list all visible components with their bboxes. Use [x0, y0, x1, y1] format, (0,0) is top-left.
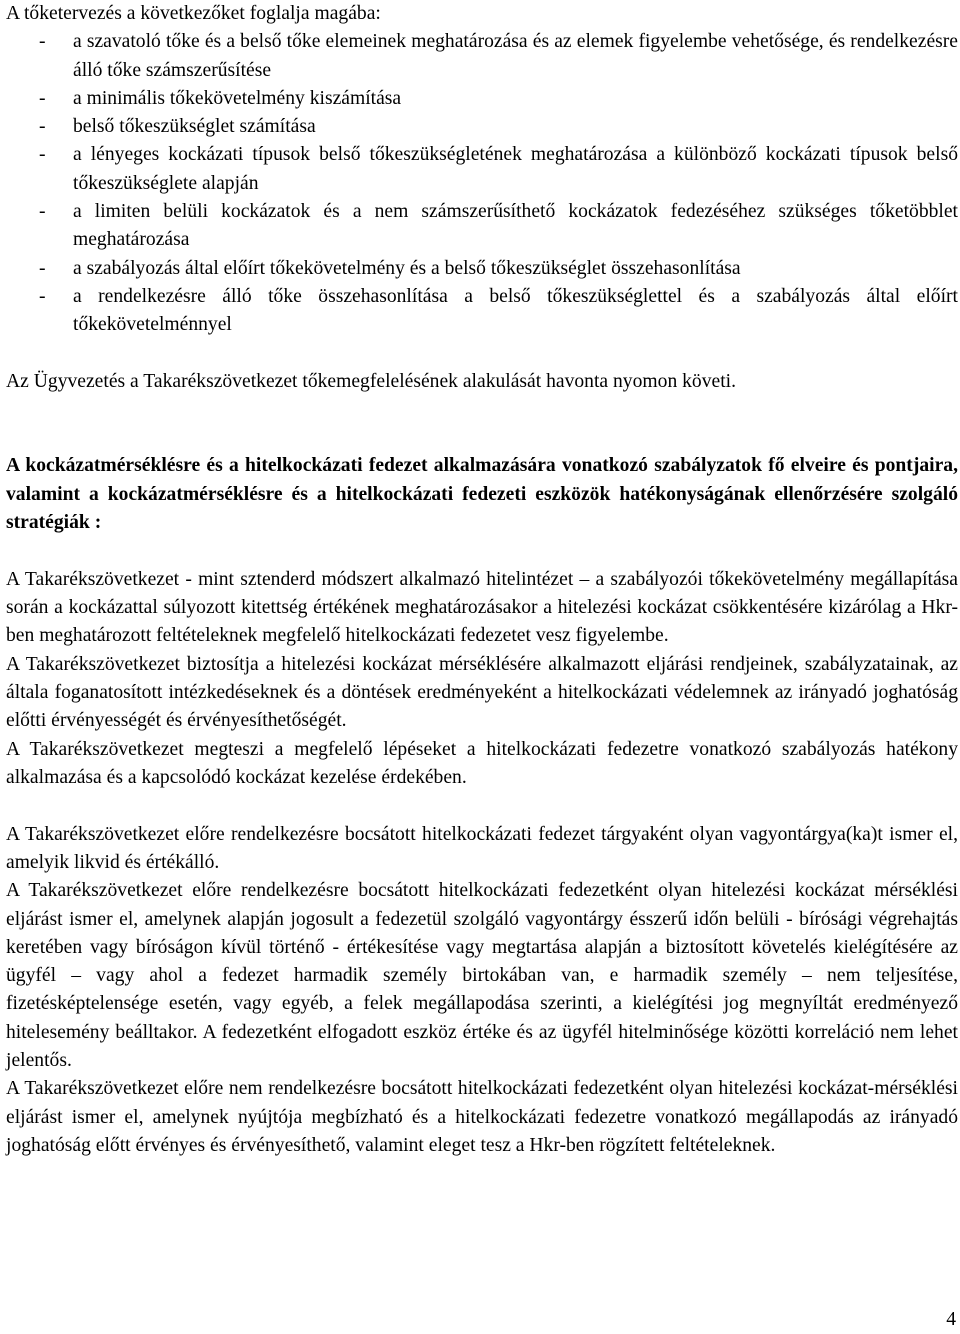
- list-item: [6, 283, 958, 340]
- list-item-text: a szabályozás által előírt tőkekövetelmény és a belső tőkeszükséglet összehasonlítása: [73, 257, 741, 279]
- list-item: [6, 85, 958, 113]
- list-item-text: belső tőkeszükséglet számítása: [73, 116, 316, 138]
- body-paragraph: A Takarékszövetkezet előre nem rendelkezésre bocsátott hitelkockázati fedezetként olyan hitelezési kockázat-mérséklési eljárást ismer el, amelynek nyújtója megbízható és a hitelkockázati fedezetre vonatkozó megállapodás az irányadó joghatóság előtt érvényes és érvényesíthető, valamint eleget tesz a Hkr-ben rögzített feltételeknek.: [6, 1078, 958, 1156]
- monitoring-paragraph: Az Ügyvezetés a Takarékszövetkezet tőkemegfelelésének alakulását havonta nyomon követi.: [6, 371, 737, 393]
- list-item-text: a limiten belüli kockázatok és a nem számszerűsíthető kockázatok fedezéséhez szükséges tőketöbblet meghatározása: [73, 201, 958, 251]
- list-dash: -: [39, 87, 46, 109]
- list-item: [6, 255, 958, 283]
- body-paragraph: A Takarékszövetkezet - mint sztenderd módszert alkalmazó hitelintézet – a szabályozói tőkekövetelmény megállapítása során a kockázattal súlyozott kitettség értékének meghatározásakor a hitelezési kockázat csökkentésére kizárólag a Hkr-ben meghatározott feltételeknek megfelelő hitelkockázati fedezetet vesz figyelembe.: [6, 568, 958, 647]
- section-heading: A kockázatmérséklésre és a hitelkockázati fedezet alkalmazására vonatkozó szabályzatok fő elveire és pontjaira, valamint a kockázatmérséklésre és a hitelkockázati fedezeti eszközök hatékonyságának ellenőrzésére szolgáló stratégiák :: [6, 455, 958, 533]
- list-item-text: a szavatoló tőke és a belső tőke elemeinek meghatározása és az elemek figyelembe vehetősége, és rendelkezésre álló tőke számszerűsítése: [73, 31, 958, 81]
- body-paragraph: A Takarékszövetkezet biztosítja a hitelezési kockázat mérséklésére alkalmazott eljárási rendjeinek, szabályzatainak, az általa foganatosított intézkedéseknek és a döntések eredményeként a hitelkockázati védelemnek az irányadó joghatóság előtti érvényességét és érvényesíthetőségét.: [6, 653, 958, 732]
- list-item-text: a lényeges kockázati típusok belső tőkeszükségletének meghatározása a különböző kockázati típusok belső tőkeszükséglete alapján: [73, 144, 958, 194]
- page-number: 4: [946, 1309, 956, 1330]
- capital-planning-list: [6, 28, 958, 339]
- list-dash: -: [39, 201, 46, 223]
- list-item: [6, 28, 958, 85]
- list-item: [6, 141, 958, 198]
- list-dash: -: [39, 31, 46, 53]
- list-dash: -: [39, 285, 46, 307]
- list-item: [6, 198, 958, 255]
- list-item: [6, 113, 958, 141]
- list-dash: -: [39, 144, 46, 166]
- intro-text: A tőketervezés a következőket foglalja magába:: [6, 3, 381, 24]
- body-paragraph: A Takarékszövetkezet megteszi a megfelelő lépéseket a hitelkockázati fedezetre vonatkozó szabályozás hatékony alkalmazása és a kapcsolódó kockázat kezelése érdekében.: [6, 738, 958, 788]
- body-paragraph: A Takarékszövetkezet előre rendelkezésre bocsátott hitelkockázati fedezet tárgyaként olyan vagyontárgya(ka)t ismer el, amelyik likvid és értékálló.: [6, 823, 958, 873]
- list-dash: -: [39, 116, 46, 138]
- list-item-text: a minimális tőkekövetelmény kiszámítása: [73, 87, 402, 109]
- list-dash: -: [39, 257, 46, 279]
- document-page: [6, 0, 958, 1160]
- list-item-text: a rendelkezésre álló tőke összehasonlítása a belső tőkeszükséglettel és a szabályozás által előírt tőkekövetelménnyel: [73, 285, 958, 336]
- body-paragraph: A Takarékszövetkezet előre rendelkezésre bocsátott hitelkockázati fedezetként olyan hitelezési kockázat mérséklési eljárást ismer el, amelynek alapján jogosult a fedezetül szolgáló vagyontárgy ésszerű időn belüli - bírósági végrehajtás keretében vagy bíróságon kívül történő - értékesítése vagy megtartása alapján a biztosított követelés kielégítésére az ügyfél – vagy ahol a fedezet harmadik személy birtokában van, e harmadik személy – nem teljesítése, fizetésképtelensége esetén, vagy egyéb, a felek megállapodása szerinti, a kielégítési jog megnyíltát eredményező hitelesemény beálltakor. A fedezetként elfogadott eszköz értéke és az ügyfél hitelminősége közötti korreláció nem lehet jelentős.: [6, 880, 958, 1071]
